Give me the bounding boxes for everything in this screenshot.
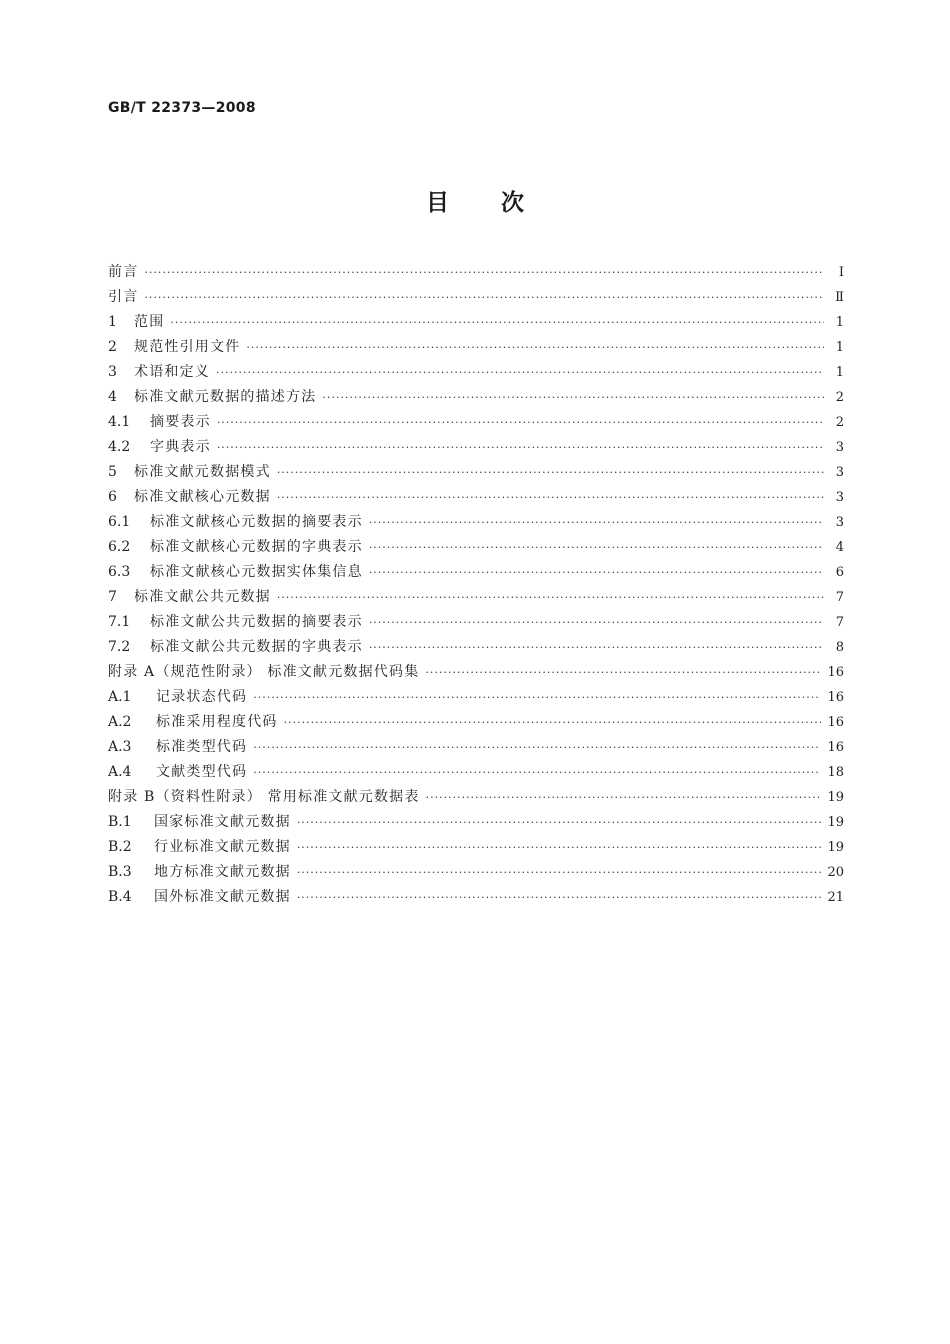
toc-entry-number: 4.2	[108, 439, 131, 455]
toc-leader-dots	[369, 635, 824, 660]
toc-leader-dots	[277, 485, 824, 510]
toc-entry[interactable]	[108, 835, 844, 860]
toc-leader-dots	[322, 385, 824, 410]
toc-entry-page: 16	[827, 740, 844, 755]
toc-entry-title: 记录状态代码	[156, 689, 248, 705]
toc-entry-title: 引言	[108, 289, 139, 305]
toc-entry[interactable]	[108, 610, 844, 635]
toc-leader-dots	[277, 585, 824, 610]
toc-entry[interactable]	[108, 735, 844, 760]
toc-entry[interactable]	[108, 510, 844, 535]
toc-entry[interactable]	[108, 310, 844, 335]
toc-entry-page: 3	[835, 490, 844, 505]
toc-entry-number: B.1	[108, 814, 132, 830]
toc-entry-number: 7	[108, 589, 117, 605]
toc-entry-number: B.3	[108, 864, 132, 880]
toc-entry-number: 6.2	[108, 539, 131, 555]
toc-leader-dots	[277, 460, 824, 485]
toc-leader-dots	[369, 535, 824, 560]
toc-entry-title: 规范性引用文件	[134, 339, 241, 355]
toc-entry[interactable]	[108, 635, 844, 660]
toc-entry-page: 21	[827, 890, 844, 905]
toc-entry-title: 标准文献核心元数据实体集信息	[150, 564, 363, 580]
toc-entry-page: 8	[835, 640, 844, 655]
toc-entry-title: 标准文献元数据模式	[134, 464, 271, 480]
toc-leader-dots	[144, 285, 824, 310]
toc-entry[interactable]	[108, 335, 844, 360]
toc-entry[interactable]	[108, 585, 844, 610]
toc-leader-dots	[297, 885, 822, 910]
toc-entry-page: 19	[827, 840, 844, 855]
toc-entry-number: 7.1	[108, 614, 131, 630]
toc-entry-title: 地方标准文献元数据	[154, 864, 291, 880]
toc-entry[interactable]	[108, 260, 844, 285]
toc-entry-page: 16	[827, 715, 844, 730]
toc-leader-dots	[284, 710, 822, 735]
toc-leader-dots	[425, 660, 821, 685]
toc-entry-page: 19	[827, 790, 844, 805]
toc-entry[interactable]	[108, 435, 844, 460]
toc-entry-page: 2	[835, 415, 844, 430]
toc-leader-dots	[217, 435, 824, 460]
toc-entry-page: 2	[835, 390, 844, 405]
toc-entry-title: 标准采用程度代码	[156, 714, 278, 730]
toc-leader-dots	[144, 260, 824, 285]
toc-entry-number: 6.1	[108, 514, 131, 530]
toc-entry-page: 19	[827, 815, 844, 830]
toc-entry-title: 标准文献元数据的描述方法	[134, 389, 317, 405]
toc-leader-dots	[297, 860, 822, 885]
toc-entry-title: 标准文献核心元数据的摘要表示	[150, 514, 363, 530]
toc-leader-dots	[253, 685, 821, 710]
toc-entry-number: A.1	[108, 689, 132, 705]
toc-leader-dots	[369, 560, 824, 585]
toc-entry-page: 3	[835, 515, 844, 530]
toc-entry-number: 5	[108, 464, 117, 480]
toc-entry-title: 标准文献公共元数据的摘要表示	[150, 614, 363, 630]
toc-entry-number: A.2	[108, 714, 132, 730]
toc-entry-title: 国外标准文献元数据	[154, 889, 291, 905]
toc-leader-dots	[369, 510, 824, 535]
toc-entry-page: 1	[835, 315, 844, 330]
toc-entry-number: 4.1	[108, 414, 131, 430]
toc-entry[interactable]	[108, 360, 844, 385]
toc-leader-dots	[217, 410, 824, 435]
toc-entry[interactable]	[108, 535, 844, 560]
toc-entry-page: 20	[827, 865, 844, 880]
toc-entry-title: 标准文献核心元数据的字典表示	[150, 539, 363, 555]
toc-entry[interactable]	[108, 885, 844, 910]
toc-entry-number: A.4	[108, 764, 132, 780]
toc-entry-page: 3	[835, 440, 844, 455]
toc-entry[interactable]	[108, 385, 844, 410]
toc-entry-page: Ⅰ	[838, 265, 844, 280]
toc-entry[interactable]	[108, 285, 844, 310]
toc-leader-dots	[369, 610, 824, 635]
toc-entry-title: 术语和定义	[134, 364, 210, 380]
toc-leader-dots	[253, 735, 821, 760]
toc-leader-dots	[297, 835, 822, 860]
toc-entry-title: 标准文献公共元数据	[134, 589, 271, 605]
toc-entry[interactable]	[108, 785, 844, 810]
toc-entry[interactable]	[108, 485, 844, 510]
toc-entry-page: 6	[835, 565, 844, 580]
toc-entry-number: 7.2	[108, 639, 131, 655]
toc-leader-dots	[426, 785, 822, 810]
toc-entry-title: 标准文献公共元数据的字典表示	[150, 639, 363, 655]
toc-entry-page: 16	[827, 690, 844, 705]
toc-entry[interactable]	[108, 560, 844, 585]
toc-entry-title: 文献类型代码	[156, 764, 248, 780]
toc-entry-page: 16	[827, 665, 844, 680]
page-title: 目 次	[425, 190, 524, 216]
document-number: GB/T 22373—2008	[108, 100, 256, 116]
toc-entry[interactable]	[108, 710, 844, 735]
toc-entry-number: 2	[108, 339, 117, 355]
toc-entry-title: 范围	[134, 314, 165, 330]
toc-entry-title: 字典表示	[150, 439, 211, 455]
toc-entry-page: 7	[835, 615, 844, 630]
toc-entry-number: 6.3	[108, 564, 131, 580]
toc-entry-title: 标准文献核心元数据	[134, 489, 271, 505]
toc-leader-dots	[297, 810, 822, 835]
toc-entry-page: 1	[835, 340, 844, 355]
toc-entry-number: 6	[108, 489, 117, 505]
toc-entry[interactable]	[108, 460, 844, 485]
toc-leader-dots	[170, 310, 824, 335]
toc-leader-dots	[246, 335, 824, 360]
toc-leader-dots	[253, 760, 821, 785]
toc-entry[interactable]	[108, 410, 844, 435]
table-of-contents	[108, 260, 844, 910]
toc-entry-number: 1	[108, 314, 117, 330]
toc-entry-title: 前言	[108, 264, 139, 280]
toc-entry-title: 行业标准文献元数据	[154, 839, 291, 855]
toc-entry-number: B.4	[108, 889, 132, 905]
toc-entry-number: 4	[108, 389, 117, 405]
toc-entry-page: Ⅱ	[835, 290, 844, 305]
toc-entry-page: 18	[827, 765, 844, 780]
toc-entry-page: 1	[835, 365, 844, 380]
toc-entry[interactable]	[108, 660, 844, 685]
toc-entry[interactable]	[108, 860, 844, 885]
toc-entry-number: 3	[108, 364, 117, 380]
toc-entry-page: 4	[835, 540, 844, 555]
toc-entry-title: 附录 B（资料性附录） 常用标准文献元数据表	[108, 789, 420, 805]
toc-entry-title: 国家标准文献元数据	[154, 814, 291, 830]
toc-entry-title: 摘要表示	[150, 414, 211, 430]
toc-entry[interactable]	[108, 685, 844, 710]
toc-entry-page: 3	[835, 465, 844, 480]
toc-entry-title: 标准类型代码	[156, 739, 248, 755]
toc-entry-page: 7	[835, 590, 844, 605]
toc-entry[interactable]	[108, 760, 844, 785]
toc-entry-number: A.3	[108, 739, 132, 755]
toc-entry[interactable]	[108, 810, 844, 835]
toc-leader-dots	[216, 360, 824, 385]
toc-entry-title: 附录 A（规范性附录） 标准文献元数据代码集	[108, 664, 420, 680]
toc-entry-number: B.2	[108, 839, 132, 855]
